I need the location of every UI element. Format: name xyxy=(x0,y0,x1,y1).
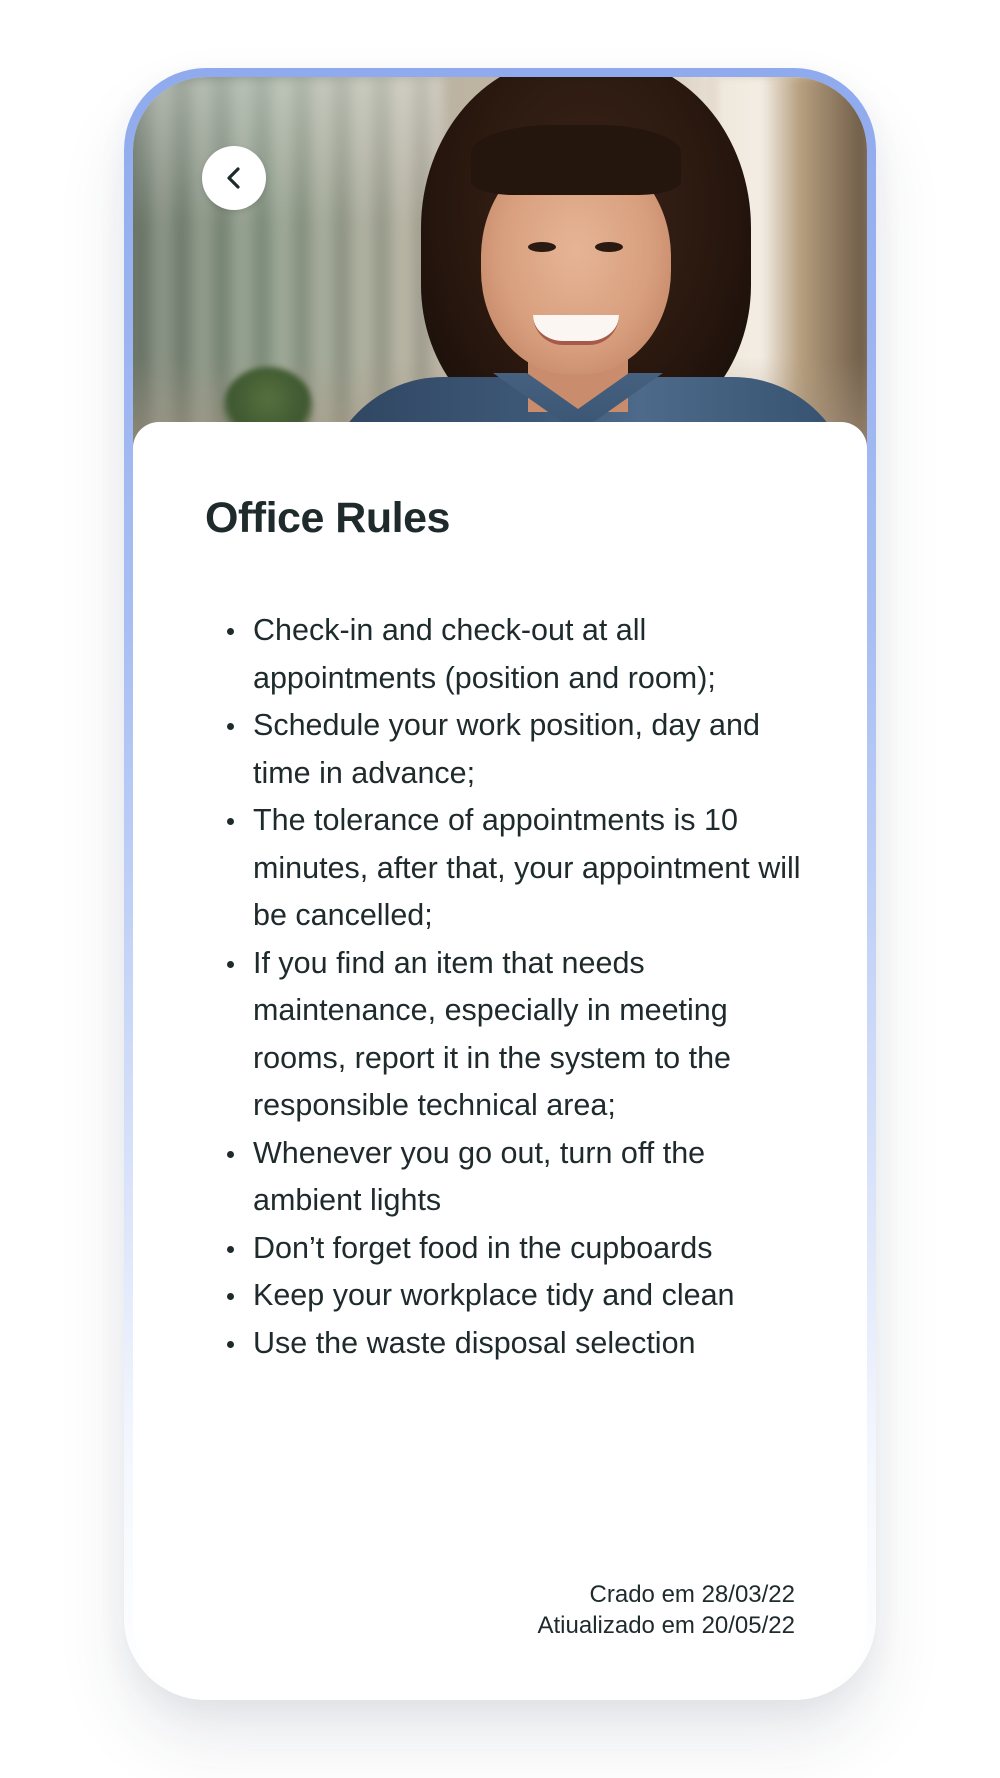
phone-screen xyxy=(133,77,867,1696)
rule-item: Use the waste disposal selection xyxy=(253,1320,813,1368)
rule-item: Keep your workplace tidy and clean xyxy=(253,1272,813,1320)
back-button[interactable] xyxy=(202,146,266,210)
person-eye xyxy=(528,242,556,252)
updated-date: Atiualizado em 20/05/22 xyxy=(537,1612,795,1639)
person-fringe xyxy=(471,125,681,195)
hero-photo xyxy=(133,77,867,447)
rule-item: If you find an item that needs maintenance, especially in meeting rooms, report it in the system to the responsible technical area; xyxy=(253,940,813,1130)
document-dates xyxy=(537,1579,795,1641)
created-date: Crado em 28/03/22 xyxy=(589,1581,795,1608)
person-eye xyxy=(595,242,623,252)
rules-list xyxy=(205,607,813,1367)
chevron-left-icon xyxy=(219,163,249,193)
rule-item: Check-in and check-out at all appointments (position and room); xyxy=(253,607,813,702)
page-title: Office Rules xyxy=(205,494,450,542)
content-sheet xyxy=(133,422,867,1696)
rule-item: The tolerance of appointments is 10 minutes, after that, your appointment will be cancelled; xyxy=(253,797,813,940)
rule-item: Whenever you go out, turn off the ambient lights xyxy=(253,1130,813,1225)
phone-frame xyxy=(124,68,876,1700)
rule-item: Schedule your work position, day and time in advance; xyxy=(253,702,813,797)
rule-item: Don’t forget food in the cupboards xyxy=(253,1225,813,1273)
